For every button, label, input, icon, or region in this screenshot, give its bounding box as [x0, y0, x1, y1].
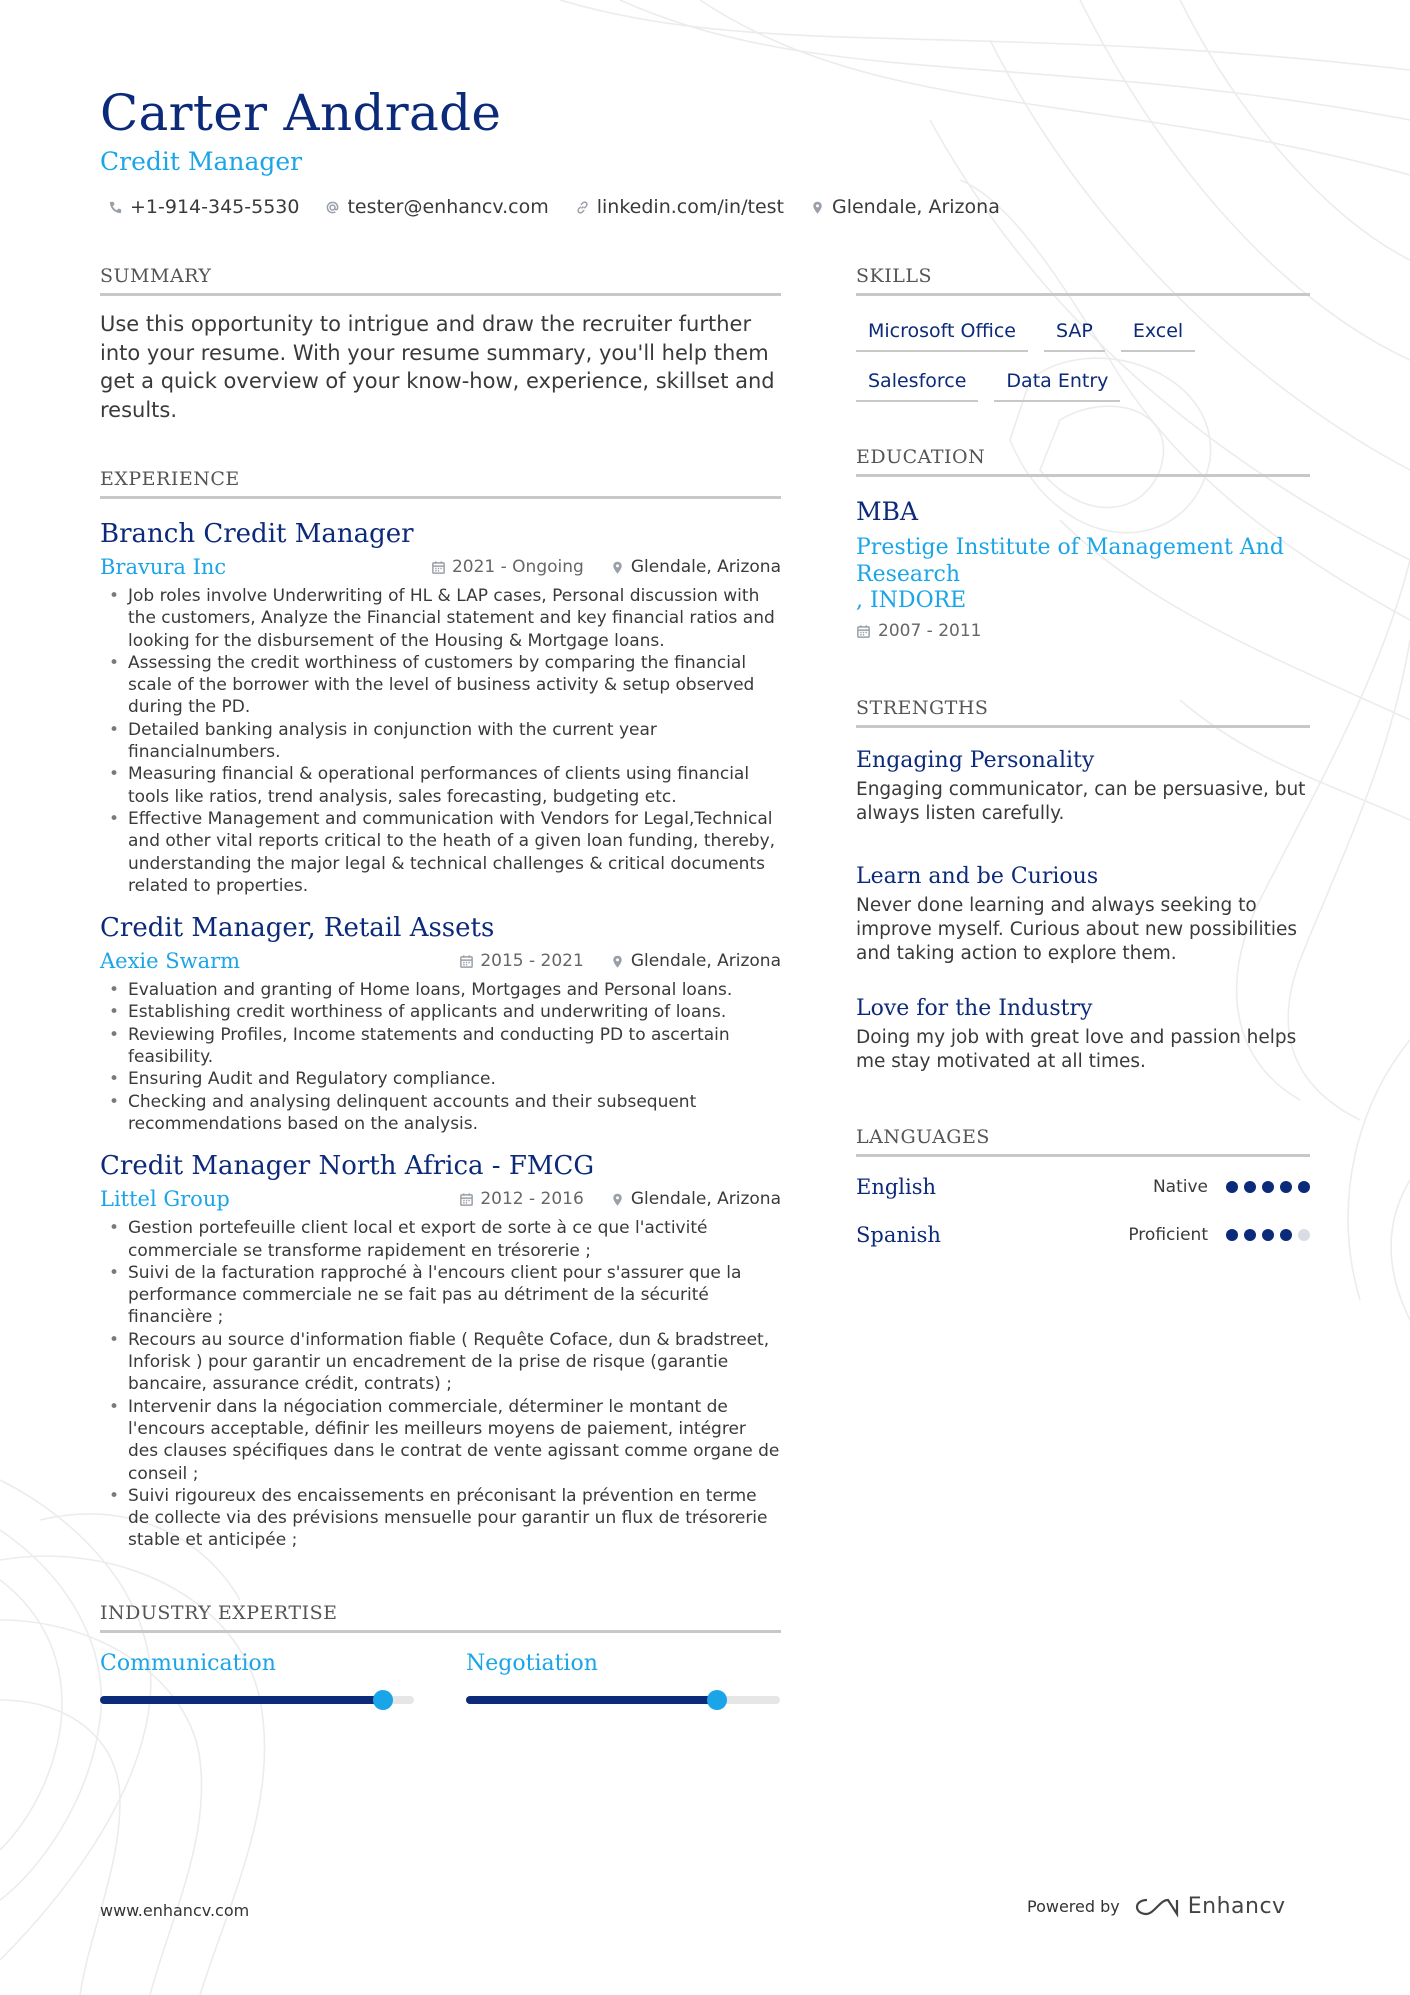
phone-text: +1-914-345-5530	[130, 196, 300, 218]
expertise-bar	[466, 1696, 780, 1704]
languages-heading: LANGUAGES	[856, 1126, 1310, 1157]
skill-tag: Salesforce	[856, 370, 978, 402]
language-row	[856, 1223, 1310, 1247]
calendar-icon	[431, 560, 446, 575]
school-location: , INDORE	[856, 588, 967, 613]
contact-phone[interactable]	[108, 196, 299, 218]
skills-section	[856, 265, 1310, 402]
expertise-label: Negotiation	[466, 1650, 598, 1676]
bullet-item: • Suivi rigoureux des encaissements en préconisant la prévention en terme de collecte via des prévisions mensuelle pour garantir un flux de trésorerie stable et anticipée ;	[100, 1485, 781, 1552]
school-name: Prestige Institute of Management And Research	[856, 535, 1284, 587]
bullet-item: • Measuring financial & operational performances of clients using financial tools like ratios, trend analysis, sales forecasting, budgeting etc.	[100, 763, 781, 808]
bullet-item: • Evaluation and granting of Home loans, Mortgages and Personal loans.	[100, 979, 781, 1001]
enhancv-logo[interactable]	[1134, 1894, 1286, 1919]
proficiency-dot-filled	[1244, 1229, 1256, 1241]
languages-section	[856, 1126, 1310, 1247]
job-bullets	[100, 585, 781, 897]
strength-desc: Doing my job with great love and passion helps me stay motivated at all times.	[856, 1027, 1297, 1072]
company-name: Bravura Inc	[100, 555, 227, 579]
location-text: Glendale, Arizona	[831, 196, 1000, 218]
footer-branding	[1027, 1894, 1286, 1919]
email-text: tester@enhancv.com	[347, 196, 549, 218]
footer-website[interactable]: www.enhancv.com	[100, 1901, 250, 1920]
right-column	[856, 265, 1310, 1247]
location-pin-icon	[610, 560, 625, 575]
strength-item	[856, 748, 1310, 826]
language-level: Native	[1152, 1177, 1208, 1197]
job-title: Branch Credit Manager	[100, 519, 414, 549]
bullet-item: • Intervenir dans la négociation commerciale, déterminer le montant de l'encours acceptable, définir les meilleurs moyens de paiement, intégrer des clauses spécifiques dans le contrat de vente agissant comme organe de conseil ;	[100, 1396, 781, 1485]
calendar-icon	[856, 624, 871, 639]
expertise-bar	[100, 1696, 414, 1704]
job-period: 2021 - Ongoing	[451, 557, 584, 577]
at-icon	[325, 200, 340, 215]
language-name: English	[856, 1175, 937, 1199]
job-title: Credit Manager, Retail Assets	[100, 913, 495, 944]
expertise-bar-knob	[707, 1690, 727, 1710]
strength-desc: Never done learning and always seeking to improve myself. Curious about new possibilities and taking action to explore them.	[856, 895, 1298, 964]
proficiency-dot-filled	[1298, 1181, 1310, 1193]
contact-email[interactable]	[325, 196, 548, 218]
enhancv-logo-icon	[1134, 1896, 1180, 1918]
strength-title: Engaging Personality	[856, 748, 1095, 773]
language-dots	[1226, 1229, 1310, 1241]
proficiency-dot-filled	[1262, 1181, 1274, 1193]
proficiency-dot-empty	[1298, 1229, 1310, 1241]
contact-linkedin[interactable]	[575, 196, 784, 218]
job-period: 2012 - 2016	[480, 1189, 584, 1210]
experience-section	[100, 468, 781, 1552]
skills-heading: SKILLS	[856, 265, 1310, 296]
education-period: 2007 - 2011	[878, 621, 982, 641]
industry-expertise-heading: INDUSTRY EXPERTISE	[100, 1602, 781, 1633]
strengths-section	[856, 697, 1310, 1074]
job-entry	[100, 913, 781, 1135]
phone-icon	[108, 200, 123, 215]
job-bullets	[100, 979, 781, 1135]
proficiency-dot-filled	[1226, 1181, 1238, 1193]
left-column	[100, 265, 781, 1704]
language-dots	[1226, 1181, 1310, 1193]
location-pin-icon	[610, 954, 625, 969]
strength-title: Love for the Industry	[856, 996, 1093, 1021]
bullet-item: • Job roles involve Underwriting of HL & LAP cases, Personal discussion with the customers, Analyze the Financial statement and key financial ratios and looking for the disbursement of the Housing & Mortgage loans.	[100, 585, 781, 652]
calendar-icon	[459, 1192, 474, 1207]
strength-title: Learn and be Curious	[856, 864, 1099, 889]
expertise-item	[100, 1651, 414, 1704]
job-bullets	[100, 1217, 781, 1551]
job-location: Glendale, Arizona	[630, 951, 781, 972]
job-location: Glendale, Arizona	[630, 557, 781, 577]
summary-text: Use this opportunity to intrigue and draw the recruiter further into your resume. With your resume summary, you'll help them get a quick overview of your know-how, experience, skillset and results.	[100, 312, 775, 422]
industry-expertise-section	[100, 1602, 781, 1704]
skill-tag: Data Entry	[994, 370, 1120, 402]
contact-row	[108, 196, 1000, 218]
powered-by-text: Powered by	[1027, 1897, 1120, 1916]
location-pin-icon	[810, 200, 825, 215]
proficiency-dot-filled	[1280, 1229, 1292, 1241]
proficiency-dot-filled	[1226, 1229, 1238, 1241]
skill-tag: Microsoft Office	[856, 320, 1028, 352]
education-period-row	[856, 621, 1310, 641]
company-name: Aexie Swarm	[100, 949, 241, 974]
company-name: Littel Group	[100, 1187, 230, 1212]
expertise-bar-knob	[373, 1690, 393, 1710]
link-icon	[575, 200, 590, 215]
strength-item	[856, 996, 1310, 1074]
expertise-label: Communication	[100, 1650, 276, 1676]
strengths-heading: STRENGTHS	[856, 697, 1310, 728]
job-period: 2015 - 2021	[480, 951, 584, 972]
expertise-bar-fill	[100, 1696, 383, 1704]
bullet-item: • Checking and analysing delinquent accounts and their subsequent recommendations based on the analysis.	[100, 1091, 781, 1136]
bullet-item: • Reviewing Profiles, Income statements and conducting PD to ascertain feasibility.	[100, 1024, 781, 1069]
calendar-icon	[459, 954, 474, 969]
experience-heading: EXPERIENCE	[100, 468, 781, 499]
candidate-title: Credit Manager	[100, 147, 303, 176]
bullet-item: • Detailed banking analysis in conjunction with the current year financialnumbers.	[100, 719, 781, 764]
bullet-item: • Establishing credit worthiness of applicants and underwriting of loans.	[100, 1001, 781, 1023]
skills-list	[856, 320, 1310, 402]
language-level: Proficient	[1128, 1225, 1208, 1245]
strength-desc: Engaging communicator, can be persuasive, but always listen carefully.	[856, 779, 1306, 824]
bullet-item: • Recours au source d'information fiable ( Requête Coface, dun & bradstreet, Inforisk ) pour garantir un encadrement de la prise de risque (garantie bancaire, assurance crédit, contrats) ;	[100, 1329, 781, 1396]
location-pin-icon	[610, 1192, 625, 1207]
candidate-name: Carter Andrade	[100, 84, 502, 142]
education-section	[856, 446, 1310, 641]
job-title: Credit Manager North Africa - FMCG	[100, 1151, 595, 1182]
skill-tag: Excel	[1121, 320, 1195, 352]
bullet-item: • Suivi de la facturation rapproché à l'encours client pour s'assurer que la performance commerciale ne se fait pas au détriment de la sécurité financière ;	[100, 1262, 781, 1329]
skill-tag: SAP	[1044, 320, 1105, 352]
job-location: Glendale, Arizona	[630, 1189, 781, 1210]
contact-location	[810, 196, 1000, 218]
job-entry	[100, 1151, 781, 1551]
bullet-item: • Assessing the credit worthiness of customers by comparing the financial scale of the borrower with the level of business activity & setup observed during the PD.	[100, 652, 781, 719]
education-heading: EDUCATION	[856, 446, 1310, 477]
proficiency-dot-filled	[1262, 1229, 1274, 1241]
linkedin-text: linkedin.com/in/test	[596, 196, 784, 218]
bullet-item: • Gestion portefeuille client local et export de sorte à ce que l'activité commerciale se transforme rapidement en trésorerie ;	[100, 1217, 781, 1262]
proficiency-dot-filled	[1244, 1181, 1256, 1193]
expertise-item	[466, 1651, 780, 1704]
brand-name: Enhancv	[1187, 1894, 1286, 1919]
job-entry	[100, 519, 781, 897]
expertise-bar-fill	[466, 1696, 717, 1704]
summary-heading: SUMMARY	[100, 265, 781, 296]
bullet-item: • Ensuring Audit and Regulatory compliance.	[100, 1068, 781, 1090]
language-row	[856, 1175, 1310, 1199]
degree: MBA	[856, 497, 919, 526]
language-name: Spanish	[856, 1223, 941, 1247]
strength-item	[856, 864, 1310, 966]
proficiency-dot-filled	[1280, 1181, 1292, 1193]
bullet-item: • Effective Management and communication with Vendors for Legal,Technical and other vital reports critical to the heath of a given loan funding, thereby, understanding the major legal & technical challenges & critical documents related to properties.	[100, 808, 781, 897]
summary-section	[100, 265, 781, 424]
